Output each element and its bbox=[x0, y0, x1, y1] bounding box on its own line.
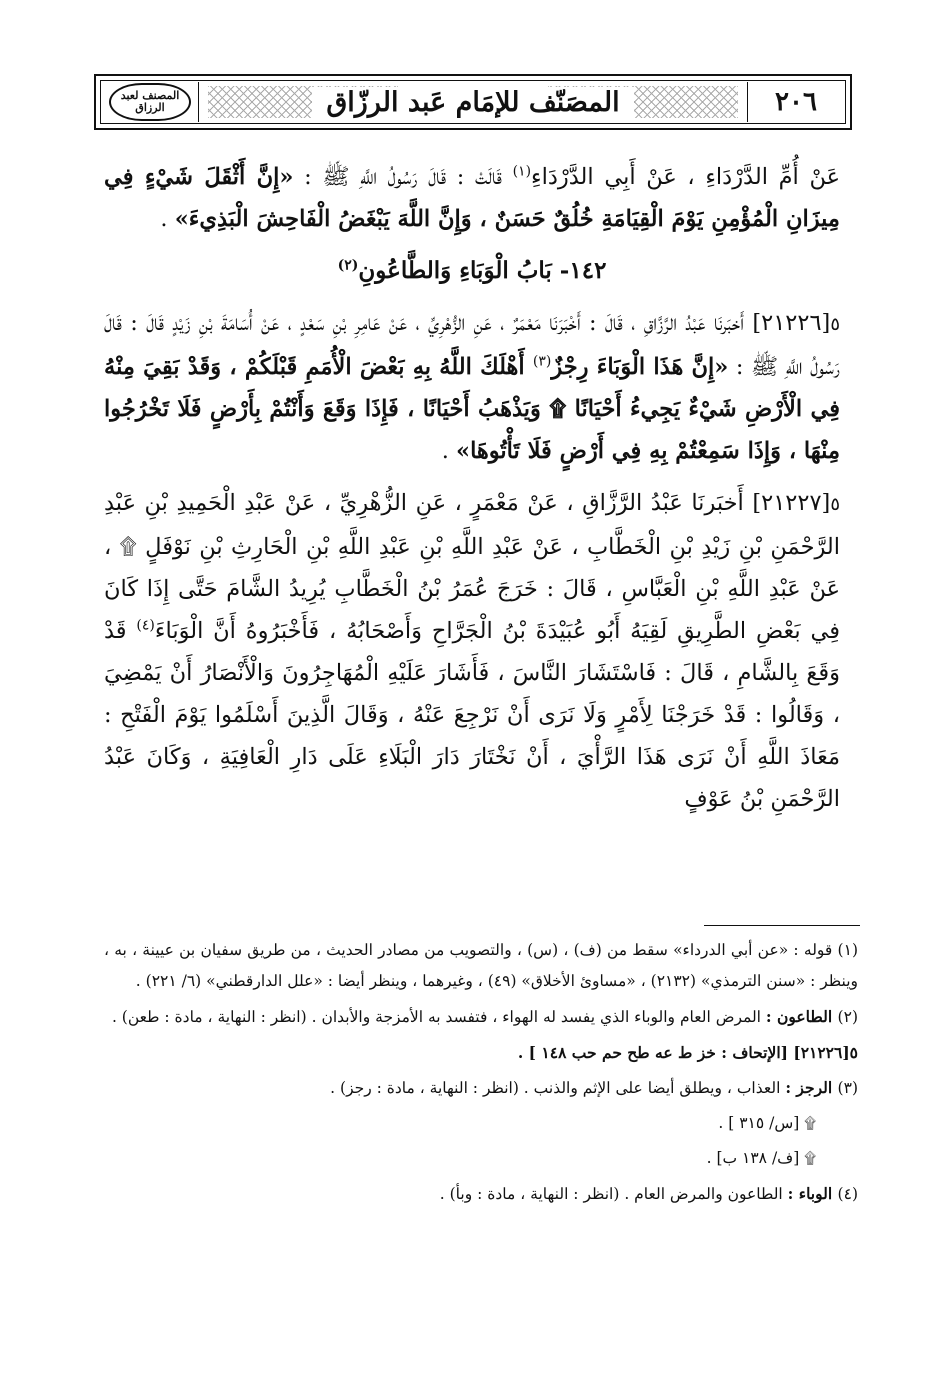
page-number: ٢٠٦ bbox=[747, 82, 844, 122]
hadith-end: . bbox=[441, 438, 457, 464]
hadith-21226 bbox=[104, 302, 840, 472]
opening-end: . bbox=[160, 206, 175, 232]
header-title: المصَنّف للإمَام عَبد الرزّاق bbox=[312, 87, 633, 118]
footnote-4-text: الطاعون والمرض العام . (انظر : النهاية ، مادة : وبأ) . bbox=[439, 1185, 788, 1203]
footnote-ref-3: (٣) bbox=[532, 353, 552, 370]
footnote-3-text: العذاب ، ويطلق أيضا على الإثم والذنب . (انظر : النهاية ، مادة : رجز) . bbox=[330, 1079, 786, 1097]
footnote-1: (١) قوله : «عن أبي الدرداء» سقط من (ف) ، (س) ، والتصويب من مصادر الحديث ، من طريق سفيان بن عيينة ، به ، وينظر : «سنن الترمذي» (٢١٣٢) ، «مساوئ الأخلاق» (٤٩) ، وغيرهما ، وينظر أيضا : «علل الدارقطني» (٦/ ٢٢١) . bbox=[104, 941, 858, 990]
hadith-text-a: «إِنَّ هَذَا الْوَبَاءَ رِجْزٌ bbox=[551, 354, 729, 380]
manuscript-ref-2: ۩ [ف/ ١٣٨ ب] . bbox=[706, 1149, 816, 1167]
footnote-2-term: الطاعون : bbox=[765, 1007, 838, 1026]
hadith-21227 bbox=[104, 482, 840, 820]
ithaf-text: [٢١٢٢٦] [الإتحاف : خز ط عه طح حم حب ١٤٨ ] . bbox=[517, 1043, 850, 1062]
footnote-3-number: (٣) bbox=[837, 1079, 858, 1097]
opening-paragraph bbox=[104, 156, 840, 240]
chapter-title: ١٤٢- بَابُ الْوَبَاءِ وَالطَّاعُونِ bbox=[358, 257, 607, 284]
footnote-4-term: الوباء : bbox=[787, 1184, 838, 1203]
footnote-ref-1: (١) bbox=[512, 163, 532, 180]
footnote-3 bbox=[104, 1072, 858, 1104]
running-header bbox=[94, 74, 852, 130]
hadith-number: [٢١٢٢٦] bbox=[752, 310, 831, 336]
narration-text-b: قَدْ وَقَعَ بِالشَّامِ ، قَالَ : فَاسْتَشَارَ النَّاسَ ، فَأَشَارَ عَلَيْهِ الْمُهَاجِرُونَ وَالْأَنْصَارُ أَنْ يَمْضِيَ ، وَقَالُوا : قَدْ خَرَجْنَا لِأَمْرٍ وَلَا نَرَى أَنْ نَرْجِعَ عَنْهُ ، وَقَالَ الَّذِينَ أَسْلَمُوا يَوْمَ الْفَتْحِ : مَعَاذَ اللَّهِ أَنْ نَرَى هَذَا الرَّأْيَ ، أَنْ نَخْتَارَ دَارَ الْبَلَاءِ عَلَى دَارِ الْعَافِيَةِ ، وَكَانَ عَبْدُ الرَّحْمَنِ بْنُ عَوْفٍ bbox=[104, 618, 840, 812]
hadith-text-b: أَهْلَكَ اللَّهُ بِهِ بَعْضَ الْأُمَمِ قَبْلَكُمْ ، وَقَدْ بَقِيَ مِنْهُ فِي الْأَرْضِ شَيْءٌ يَجِيءُ أَحْيَانًا ۩ وَيَذْهَبُ أَحْيَانًا ، فَإِذَا وَقَعَ وَأَنْتُمْ بِأَرْضٍ فَلَا تَخْرُجُوا مِنْهَا ، وَإِذَا سَمِعْتُمْ بِهِ فِي أَرْضٍ فَلَا تَأْتُوهَا» bbox=[104, 354, 840, 464]
footnote-separator bbox=[704, 925, 860, 926]
opening-text-a: عَنْ أُمِّ الدَّرْدَاءِ ، عَنْ أَبِي الدَّرْدَاءِ bbox=[531, 164, 841, 190]
main-text bbox=[104, 156, 840, 830]
manuscript-ref-1: ۩ [س/ ٣١٥ ] . bbox=[718, 1114, 816, 1132]
isnad-text: أَخبَرنَا عَبْدُ الرَّزَّاقِ ، قَالَ : أَخْبَرَنَا مَعْمَرٌ ، عَنِ الزُّهْرِيِّ ، عَنْ عَامِرِ بْنِ سَعْدٍ ، عَنْ أُسَامَةَ بْنِ زَيْدٍ قَالَ : قَالَ رَسُولُ اللَّهِ ﷺ : bbox=[104, 310, 840, 380]
footnotes bbox=[104, 935, 858, 1214]
seal-logo bbox=[102, 82, 199, 122]
opening-text-b: قَالَتْ : قَالَ رَسُولُ اللَّهِ ﷺ : bbox=[293, 164, 513, 190]
hadith-marker: ٥ bbox=[830, 314, 840, 335]
footnote-4-number: (٤) bbox=[837, 1185, 858, 1203]
ithaf-marker: ٥ bbox=[849, 1043, 858, 1062]
footnote-4 bbox=[104, 1178, 858, 1210]
footnote-ref-2: (٢) bbox=[337, 257, 359, 274]
opening-hadith: «إِنَّ أَثْقَلَ شَيْءٍ فِي مِيزَانِ الْمُؤْمِنِ يَوْمَ الْقِيَامَةِ خُلُقٌ حَسَنٌ ، وَإِنَّ اللَّهَ يَبْغَضُ الْفَاحِشَ الْبَذِيءَ» bbox=[104, 164, 840, 232]
hadith-number: [٢١٢٢٧] bbox=[752, 490, 831, 516]
footnote-2-number: (٢) bbox=[837, 1008, 858, 1026]
seal-text: المصنف لعبد الرزاق bbox=[109, 83, 191, 121]
hadith-marker: ٥ bbox=[830, 494, 840, 515]
footnote-2-text: المرض العام والوباء الذي يفسد له الهواء ، فتفسد به الأمزجة والأبدان . (انظر : النهاية ، مادة : طعن) . bbox=[111, 1008, 766, 1026]
footnote-3-term: الرجز : bbox=[785, 1078, 838, 1097]
footnote-ref-4: (٤) bbox=[136, 617, 155, 634]
narration-text-a: أَخبَرنَا عَبْدُ الرَّزَّاقِ ، عَنْ مَعْمَرٍ ، عَنِ الزُّهْرِيِّ ، عَنْ عَبْدِ الْحَمِيدِ بْنِ عَبْدِ الرَّحْمَنِ بْنِ زَيْدِ بْنِ الْخَطَّابِ ، عَنْ عَبْدِ اللَّهِ بْنِ عَبْدِ اللَّهِ بْنِ الْحَارِثِ بْنِ نَوْفَلٍ ۩ ، عَنْ عَبْدِ اللَّهِ بْنِ الْعَبَّاسِ ، قَالَ : خَرَجَ عُمَرُ بْنُ الْخَطَّابِ يُرِيدُ الشَّامَ حَتَّى إِذَا كَانَ فِي بَعْضِ الطَّرِيقِ لَقِيَهُ أَبُو عُبَيْدَةَ بْنُ الْجَرَّاحِ وَأَصْحَابُهُ ، فَأَخْبَرُوهُ أَنَّ الْوَبَاءَ bbox=[104, 490, 840, 644]
chapter-heading bbox=[104, 250, 840, 292]
footnote-2 bbox=[104, 1001, 858, 1033]
ithaf-reference bbox=[104, 1037, 858, 1068]
